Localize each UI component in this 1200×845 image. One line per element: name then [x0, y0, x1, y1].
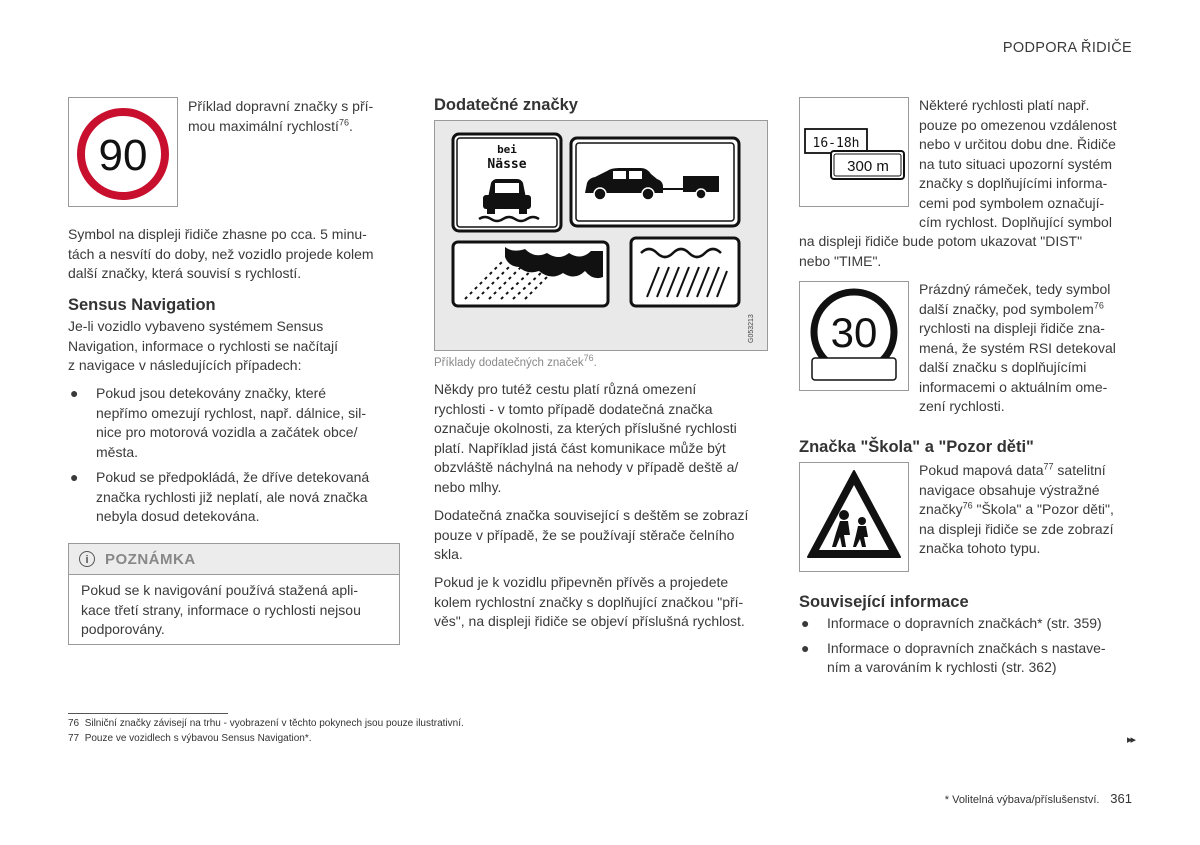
text-line: zení rychlosti.: [919, 398, 1005, 414]
text-line: tách a nesvítí do doby, než vozidlo projede kolem: [68, 245, 374, 262]
info-icon: i: [79, 551, 95, 567]
empty-frame-figure: [799, 281, 909, 391]
text-line: nebo mlhy.: [434, 478, 502, 495]
sign-naesse-text: Nässe: [487, 157, 527, 172]
sensus-paragraph: [68, 317, 408, 376]
text-line: nebo "TIME".: [799, 252, 882, 269]
time-distance-plates-icon: [800, 98, 908, 206]
text-line: skla.: [434, 546, 463, 562]
text-line: obzvláště náchylná na nehody v případě deště a/: [434, 459, 739, 475]
rain-paragraph: [434, 506, 774, 565]
list-item[interactable]: [799, 614, 1139, 634]
page-footer: [945, 791, 1132, 806]
additional-signs-figure: [434, 120, 768, 351]
text-line: na displeji řidiče bude potom ukazovat "DIST": [799, 233, 1083, 249]
text-line: Pokud se k navigování používá stažená apli-: [81, 582, 359, 598]
footnote: [68, 733, 311, 744]
school-heading: Značka "Škola" a "Pozor děti": [799, 438, 1034, 456]
bullet-dot: ●: [70, 385, 79, 401]
section-header: PODPORA ŘIDIČE: [1002, 40, 1132, 56]
text-line: rychlosti na displeji řidiče zna-: [919, 320, 1105, 336]
text-line: Dodatečná značka související s deštěm se zobrazí: [434, 507, 749, 523]
related-link[interactable]: Informace o dopravních značkách* (str. 359): [827, 615, 1102, 631]
related-link[interactable]: Informace o dopravních značkách s nastave-: [827, 639, 1106, 656]
text-line: další značky, která souvisí s rychlostí.: [68, 265, 302, 281]
text-line: nebo v určitou dobu dne. Řidiče: [919, 136, 1116, 152]
footnote-text: Silniční značky závisejí na trhu - vyobrazení v těchto pokynech jsou pouze ilustrativní.: [84, 718, 464, 729]
footnote-ref[interactable]: 77: [1043, 461, 1054, 472]
text-line: kace třetí strany, informace o rychlosti nejsou: [81, 601, 361, 618]
dist-time-figure: [799, 97, 909, 207]
footnote-ref[interactable]: 76: [583, 353, 594, 364]
related-info-heading: Související informace: [799, 593, 969, 611]
footnote-divider: [68, 713, 228, 714]
footnote-ref[interactable]: 76: [1093, 299, 1104, 310]
text-line: Je-li vozidlo vybaveno systémem Sensus: [68, 318, 324, 334]
footnote-number: 76: [68, 718, 80, 729]
text-line: Pokud jsou detekovány značky, které: [96, 385, 327, 401]
fig-90-period: .: [348, 117, 353, 134]
children-warning-icon: [800, 463, 908, 571]
speed-limits-paragraph: [434, 380, 774, 497]
text-line: platí. Například jistá část komunikace může být: [434, 439, 726, 456]
text-span: "Škola" a "Pozor děti",: [972, 501, 1114, 517]
fig-90-line1: Příklad dopravní značky s pří-: [188, 98, 374, 114]
sensus-bullet-list: [68, 384, 408, 527]
text-line: podporovány.: [81, 621, 165, 637]
text-line: pouze po omezenou vzdálenost: [919, 116, 1117, 133]
text-line: další značku s doplňujícími: [919, 359, 1087, 375]
note-body: [69, 575, 399, 640]
text-line: pouze v případě, že se používají stěrače čelního: [434, 526, 735, 543]
text-line: cemi pod symbolem označují-: [919, 194, 1105, 211]
sign-90-text: 90: [98, 131, 148, 180]
bullet-dot: ●: [70, 469, 79, 485]
text-line: značka tohoto typu.: [919, 540, 1041, 556]
fig-90-line2-text: mou maximální rychlostí: [188, 117, 339, 134]
fig-90-caption: [188, 97, 393, 136]
dist-time-full-text: [799, 232, 1139, 271]
text-line: Prázdný rámeček, tedy symbol: [919, 281, 1111, 297]
trailer-paragraph: [434, 573, 774, 632]
empty-frame-text: [919, 280, 1134, 417]
sensus-heading: Sensus Navigation: [68, 296, 216, 314]
text-line: nepřímo omezují rychlost, např. dálnice, sil-: [96, 404, 366, 421]
text-span: další značky, pod symbolem: [919, 300, 1094, 317]
related-info-list: [799, 614, 1139, 678]
footnote-text: Pouze ve vozidlech s výbavou Sensus Navigation*.: [84, 733, 312, 744]
text-span: Pokud mapová data: [919, 462, 1044, 478]
sign-30-text: 30: [830, 309, 878, 356]
dist-time-side-text: [919, 96, 1134, 233]
speed-limit-90-icon: [69, 98, 177, 206]
text-line: rychlosti - v tomto případě dodatečná značka: [434, 400, 713, 417]
school-sign-figure: [799, 462, 909, 572]
text-line: navigace obsahuje výstražné: [919, 481, 1100, 498]
text-line: cím rychlost. Doplňující symbol: [919, 214, 1112, 230]
footnote-number: 77: [68, 733, 80, 744]
optional-equipment-note: * Volitelná výbava/příslušenství.: [944, 794, 1100, 806]
footnote-ref[interactable]: 76: [338, 116, 349, 127]
note-title: POZNÁMKA: [105, 550, 196, 568]
text-line: Symbol na displeji řidiče zhasne po cca. 5 minu-: [68, 226, 367, 242]
text-line: kolem rychlostní značky s doplňující značkou "pří-: [434, 593, 744, 610]
additional-signs-illustration: [435, 121, 767, 350]
additional-signs-heading: Dodatečné značky: [434, 96, 578, 114]
text-line: Pokud se předpokládá, že dříve detekovaná: [96, 469, 370, 485]
bullet-dot: ●: [801, 615, 810, 631]
list-item: [68, 384, 408, 462]
text-line: věs", na displeji řidiče se objeví příslušná rychlost.: [434, 613, 745, 629]
text-line: Pokud je k vozidlu připevněn přívěs a projedete: [434, 574, 729, 590]
caption-period: .: [593, 357, 597, 369]
sign-bei-text: bei: [497, 143, 517, 156]
fig-90-line2: [188, 117, 393, 137]
text-line: označuje okolnosti, za kterých příslušné rychlosti: [434, 420, 737, 436]
page-number: 361: [1110, 791, 1132, 806]
school-text: [919, 461, 1134, 559]
caption-text: Příklady dodatečných značek: [434, 357, 584, 369]
text-line: [919, 500, 1134, 520]
related-link[interactable]: ním a varováním k rychlosti (str. 362): [827, 659, 1057, 675]
text-line: [919, 300, 1134, 320]
text-line: [919, 461, 1134, 481]
text-line: informacemi o aktuálním ome-: [919, 378, 1108, 395]
text-line: na displeji řidiče se zde zobrazí: [919, 520, 1114, 537]
text-line: Některé rychlosti platí např.: [919, 97, 1090, 113]
text-line: na tuto situaci upozorní systém: [919, 155, 1112, 172]
text-line: mená, že systém RSI detekoval: [919, 339, 1116, 356]
speed-limit-30-empty-frame-icon: [800, 282, 908, 390]
display-paragraph: [68, 225, 408, 284]
list-item: [68, 468, 408, 527]
text-line: města.: [96, 443, 139, 460]
speed-sign-90-figure: [68, 97, 178, 207]
figure-caption: [434, 353, 597, 369]
time-plate-text: 16-18h: [812, 136, 860, 151]
text-line: nebyla dosud detekována.: [96, 508, 260, 524]
note-header: [69, 544, 399, 575]
continue-arrows-icon[interactable]: ▸▸: [1126, 734, 1134, 746]
footnote: [68, 718, 464, 729]
text-span: satelitní: [1053, 462, 1106, 478]
text-line: Někdy pro tutéž cestu platí různá omezení: [434, 381, 697, 397]
note-box: [68, 543, 400, 645]
bullet-dot: ●: [801, 639, 810, 656]
text-line: značky s doplňujícími informa-: [919, 175, 1108, 191]
text-line: značka rychlosti již neplatí, ale nová značka: [96, 488, 368, 505]
text-line: z navigace v následujících případech:: [68, 357, 302, 373]
text-span: značky: [919, 501, 963, 517]
text-line: nice pro motorová vozidla a začátek obce/: [96, 424, 358, 440]
text-line: Navigation, informace o rychlosti se načítají: [68, 337, 339, 354]
list-item[interactable]: [799, 639, 1139, 678]
figure-code: G053213: [748, 314, 755, 343]
footnote-ref[interactable]: 76: [962, 500, 973, 511]
distance-plate-text: 300 m: [847, 158, 889, 175]
